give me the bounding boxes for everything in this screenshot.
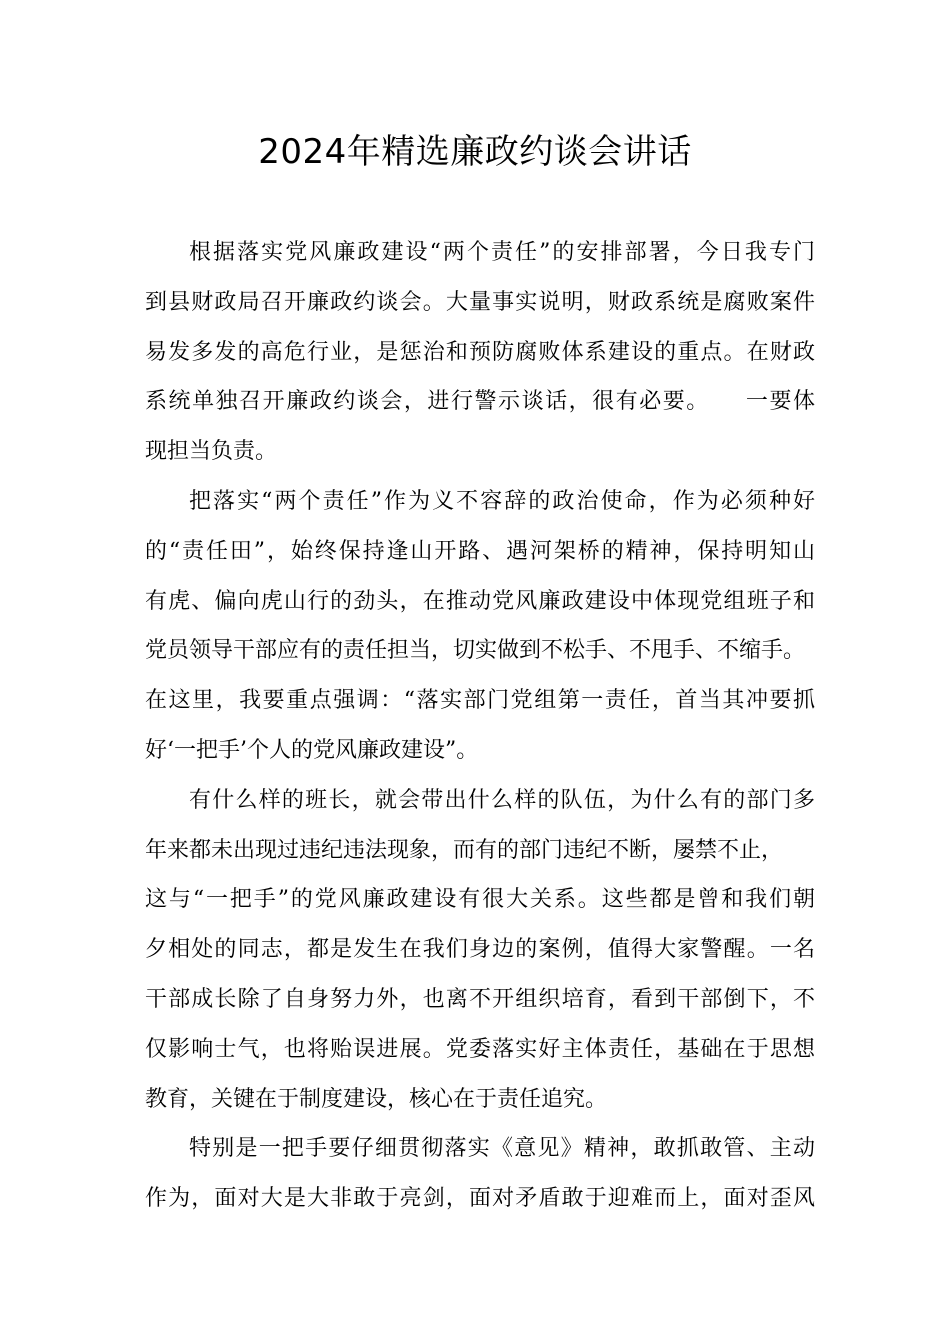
paragraph-line: 把落实“两个责任”作为义不容辞的政治使命，作为必须种好	[189, 488, 815, 514]
paragraph-line: 干部成长除了自身努力外，也离不开组织培育，看到干部倒下，不	[145, 986, 815, 1012]
paragraph-line: 有什么样的班长，就会带出什么样的队伍，为什么有的部门多	[189, 787, 815, 813]
paragraph-line: 作为，面对大是大非敢于亮剑，面对矛盾敢于迎难而上，面对歪风	[145, 1186, 815, 1212]
paragraph-line: 夕相处的同志，都是发生在我们身边的案例，值得大家警醒。一名	[145, 937, 815, 963]
paragraph-line: 仅影响士气，也将贻误进展。党委落实好主体责任，基础在于思想	[145, 1036, 815, 1062]
paragraph-line: 的“责任田”，始终保持逢山开路、遇河架桥的精神，保持明知山	[145, 538, 815, 564]
paragraph-line: 在这里，我要重点强调：“落实部门党组第一责任，首当其冲要抓	[145, 688, 815, 714]
paragraph-line: 特别是一把手要仔细贯彻落实《意见》精神，敢抓敢管、主动	[189, 1136, 815, 1162]
paragraph-line: 到县财政局召开廉政约谈会。大量事实说明，财政系统是腐败案件	[145, 289, 815, 315]
paragraph-line: 易发多发的高危行业，是惩治和预防腐败体系建设的重点。在财政	[145, 339, 815, 365]
paragraph-line: 有虎、偏向虎山行的劲头，在推动党风廉政建设中体现党组班子和	[145, 588, 815, 614]
paragraph-line: 这与“一把手”的党风廉政建设有很大关系。这些都是曾和我们朝	[145, 887, 815, 913]
paragraph-line: 现担当负责。	[145, 439, 278, 465]
paragraph-line: 党员领导干部应有的责任担当，切实做到不松手、不甩手、不缩手。	[145, 638, 806, 664]
paragraph-line: 年来都未出现过违纪违法现象，而有的部门违纪不断，屡禁不止，	[145, 837, 784, 863]
paragraph-line: 好‘一把手’个人的党风廉政建设”。	[145, 737, 479, 763]
document-body	[145, 228, 815, 1224]
paragraph-line: 教育，关键在于制度建设，核心在于责任追究。	[145, 1086, 608, 1112]
paragraph-line: 根据落实党风廉政建设“两个责任”的安排部署，今日我专门	[189, 240, 815, 265]
paragraph-line: 系统单独召开廉政约谈会，进行警示谈话，很有必要。 一要体	[145, 389, 815, 415]
document-title: 2024年精选廉政约谈会讲话	[258, 132, 692, 172]
